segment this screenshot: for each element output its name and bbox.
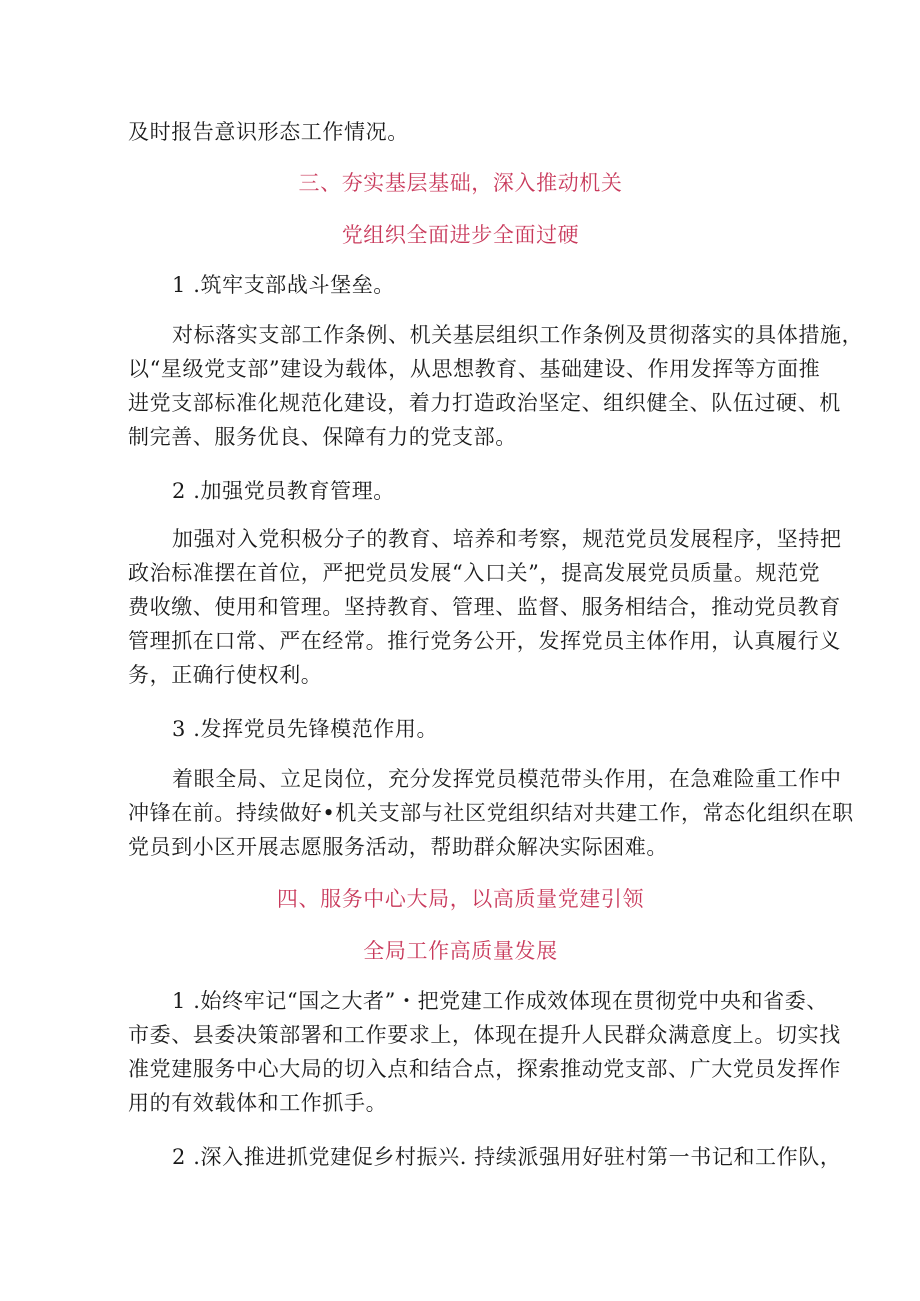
paragraph-line: 制完善、服务优良、保障有力的党支部。	[128, 425, 517, 449]
paragraph-line: 进党支部标准化规范化建设，着力打造政治坚定、组织健全、队伍过硬、机	[128, 391, 841, 415]
section-heading-3-line2: 党组织全面进步全面过硬	[341, 223, 580, 247]
paragraph-line: 1 .始终牢记“国之大者”・把党建工作成效体现在贯彻党中央和省委、	[172, 989, 828, 1013]
paragraph-line: 市委、县委决策部署和工作要求上，体现在提升人民群众满意度上。切实找	[128, 1023, 841, 1047]
text-line: 及时报告意识形态工作情况。	[128, 120, 409, 144]
paragraph-line: 管理抓在口常、严在经常。推行党务公开，发挥党员主体作用，认真履行义	[128, 629, 841, 653]
section-heading-4-line1: 四、服务中心大局，以高质量党建引领	[276, 887, 645, 911]
subheading-3: 3 .发挥党员先锋模范作用。	[172, 717, 439, 741]
paragraph-line: 以“星级党支部”建设为载体，从思想教育、基础建设、作用发挥等方面推	[128, 357, 821, 381]
paragraph-line: 着眼全局、立足岗位，充分发挥党员模范带头作用，在急难险重工作中	[172, 767, 842, 791]
paragraph-line: 务，正确行使权利。	[128, 663, 323, 687]
paragraph-line: 对标落实支部工作条例、机关基层组织工作条例及贯彻落实的具体措施，	[172, 323, 864, 347]
paragraph-line: 费收缴、使用和管理。坚持教育、管理、监督、服务相结合，推动党员教育	[128, 595, 841, 619]
paragraph-line: 党员到小区开展志愿服务活动，帮助群众解决实际困难。	[128, 835, 668, 859]
section-heading-4-line2: 全局工作高质量发展	[363, 939, 558, 963]
paragraph-line: 政治标准摆在首位，严把党员发展“入口关”，提高发展党员质量。规范党	[128, 561, 821, 585]
subheading-1: 1 .筑牢支部战斗堡垒。	[172, 273, 395, 297]
paragraph-line: 冲锋在前。持续做好•机关支部与社区党组织结对共建工作，常态化组织在职	[128, 801, 854, 825]
paragraph-line: 准党建服务中心大局的切入点和结合点，探索推动党支部、广大党员发挥作	[128, 1057, 841, 1081]
subheading-2: 2 .加强党员教育管理。	[172, 479, 395, 503]
paragraph-line: 用的有效载体和工作抓手。	[128, 1091, 388, 1115]
paragraph-line: 2 .深入推进抓党建促乡村振兴. 持续派强用好驻村第一书记和工作队，	[172, 1145, 842, 1169]
paragraph-line: 加强对入党积极分子的教育、培养和考察，规范党员发展程序，坚持把	[172, 527, 842, 551]
section-heading-3-line1: 三、夯实基层基础，深入推动机关	[298, 171, 623, 195]
